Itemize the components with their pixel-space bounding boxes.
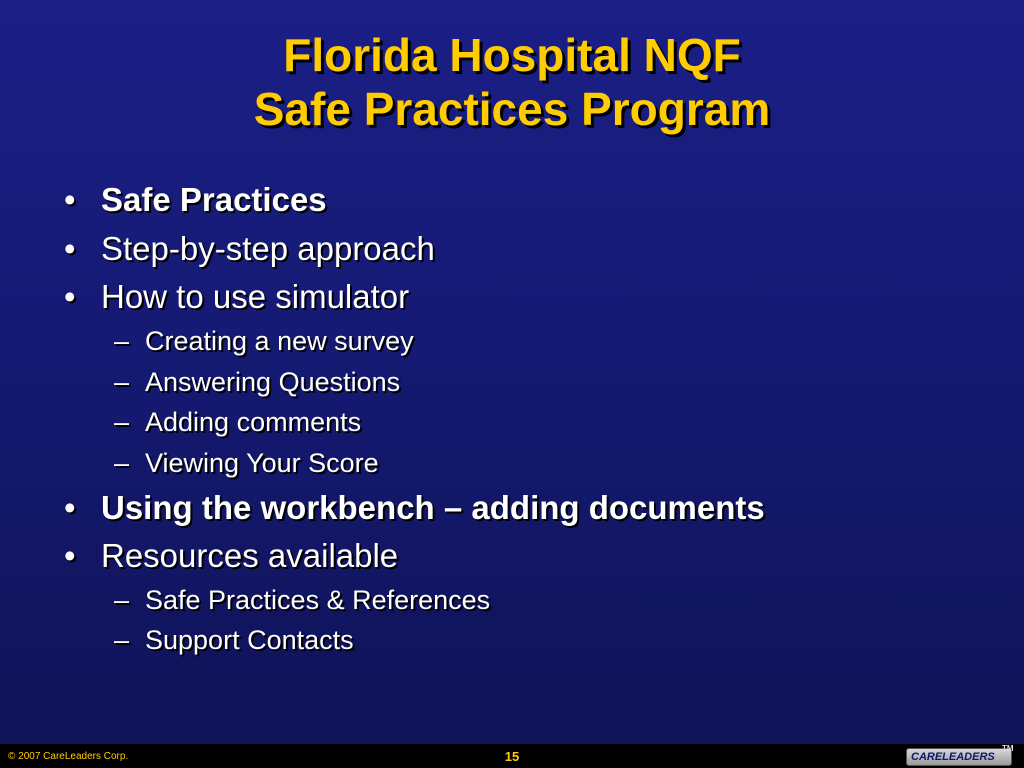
bullet-marker: • (64, 181, 76, 218)
bullet-item (64, 277, 409, 317)
sub-bullet-item (114, 446, 379, 480)
sub-bullet-item (114, 324, 414, 358)
sub-bullet-item (114, 583, 490, 617)
footer-bar (0, 744, 1024, 768)
bullet-item (64, 229, 435, 269)
dash-marker: – (114, 625, 130, 655)
sub-bullet-item (114, 623, 354, 657)
dash-marker: – (114, 367, 130, 397)
bullet-marker: • (64, 489, 76, 526)
bullet-text: Step-by-step approach (101, 230, 435, 267)
bullet-marker: • (64, 537, 76, 574)
bullet-text: Safe Practices (101, 181, 327, 218)
careleaders-logo: CARELEADERS (906, 748, 1012, 766)
bullet-text: How to use simulator (101, 278, 410, 315)
sub-bullet-text: Safe Practices & References (145, 585, 491, 615)
title-line-1: Florida Hospital NQF (283, 29, 741, 81)
bullet-item (64, 536, 398, 576)
sub-bullet-item (114, 405, 361, 439)
trademark-mark: TM (1002, 744, 1014, 753)
sub-bullet-text: Viewing Your Score (145, 448, 379, 478)
bullet-marker: • (64, 278, 76, 315)
dash-marker: – (114, 326, 130, 356)
sub-bullet-text: Support Contacts (145, 625, 354, 655)
bullet-text: Resources available (101, 537, 399, 574)
page-number: 15 (504, 749, 520, 764)
bullet-text: Using the workbench – adding documents (101, 489, 765, 526)
bullet-item-highlighted (64, 488, 765, 528)
bullet-marker: • (64, 230, 76, 267)
sub-bullet-text: Adding comments (145, 407, 362, 437)
dash-marker: – (114, 585, 130, 615)
copyright-text: © 2007 CareLeaders Corp. (8, 751, 129, 762)
dash-marker: – (114, 407, 130, 437)
sub-bullet-text: Creating a new survey (145, 326, 414, 356)
sub-bullet-item (114, 365, 400, 399)
sub-bullet-text: Answering Questions (145, 367, 401, 397)
bullet-item (64, 180, 327, 220)
title-line-2: Safe Practices Program (253, 83, 771, 135)
dash-marker: – (114, 448, 130, 478)
